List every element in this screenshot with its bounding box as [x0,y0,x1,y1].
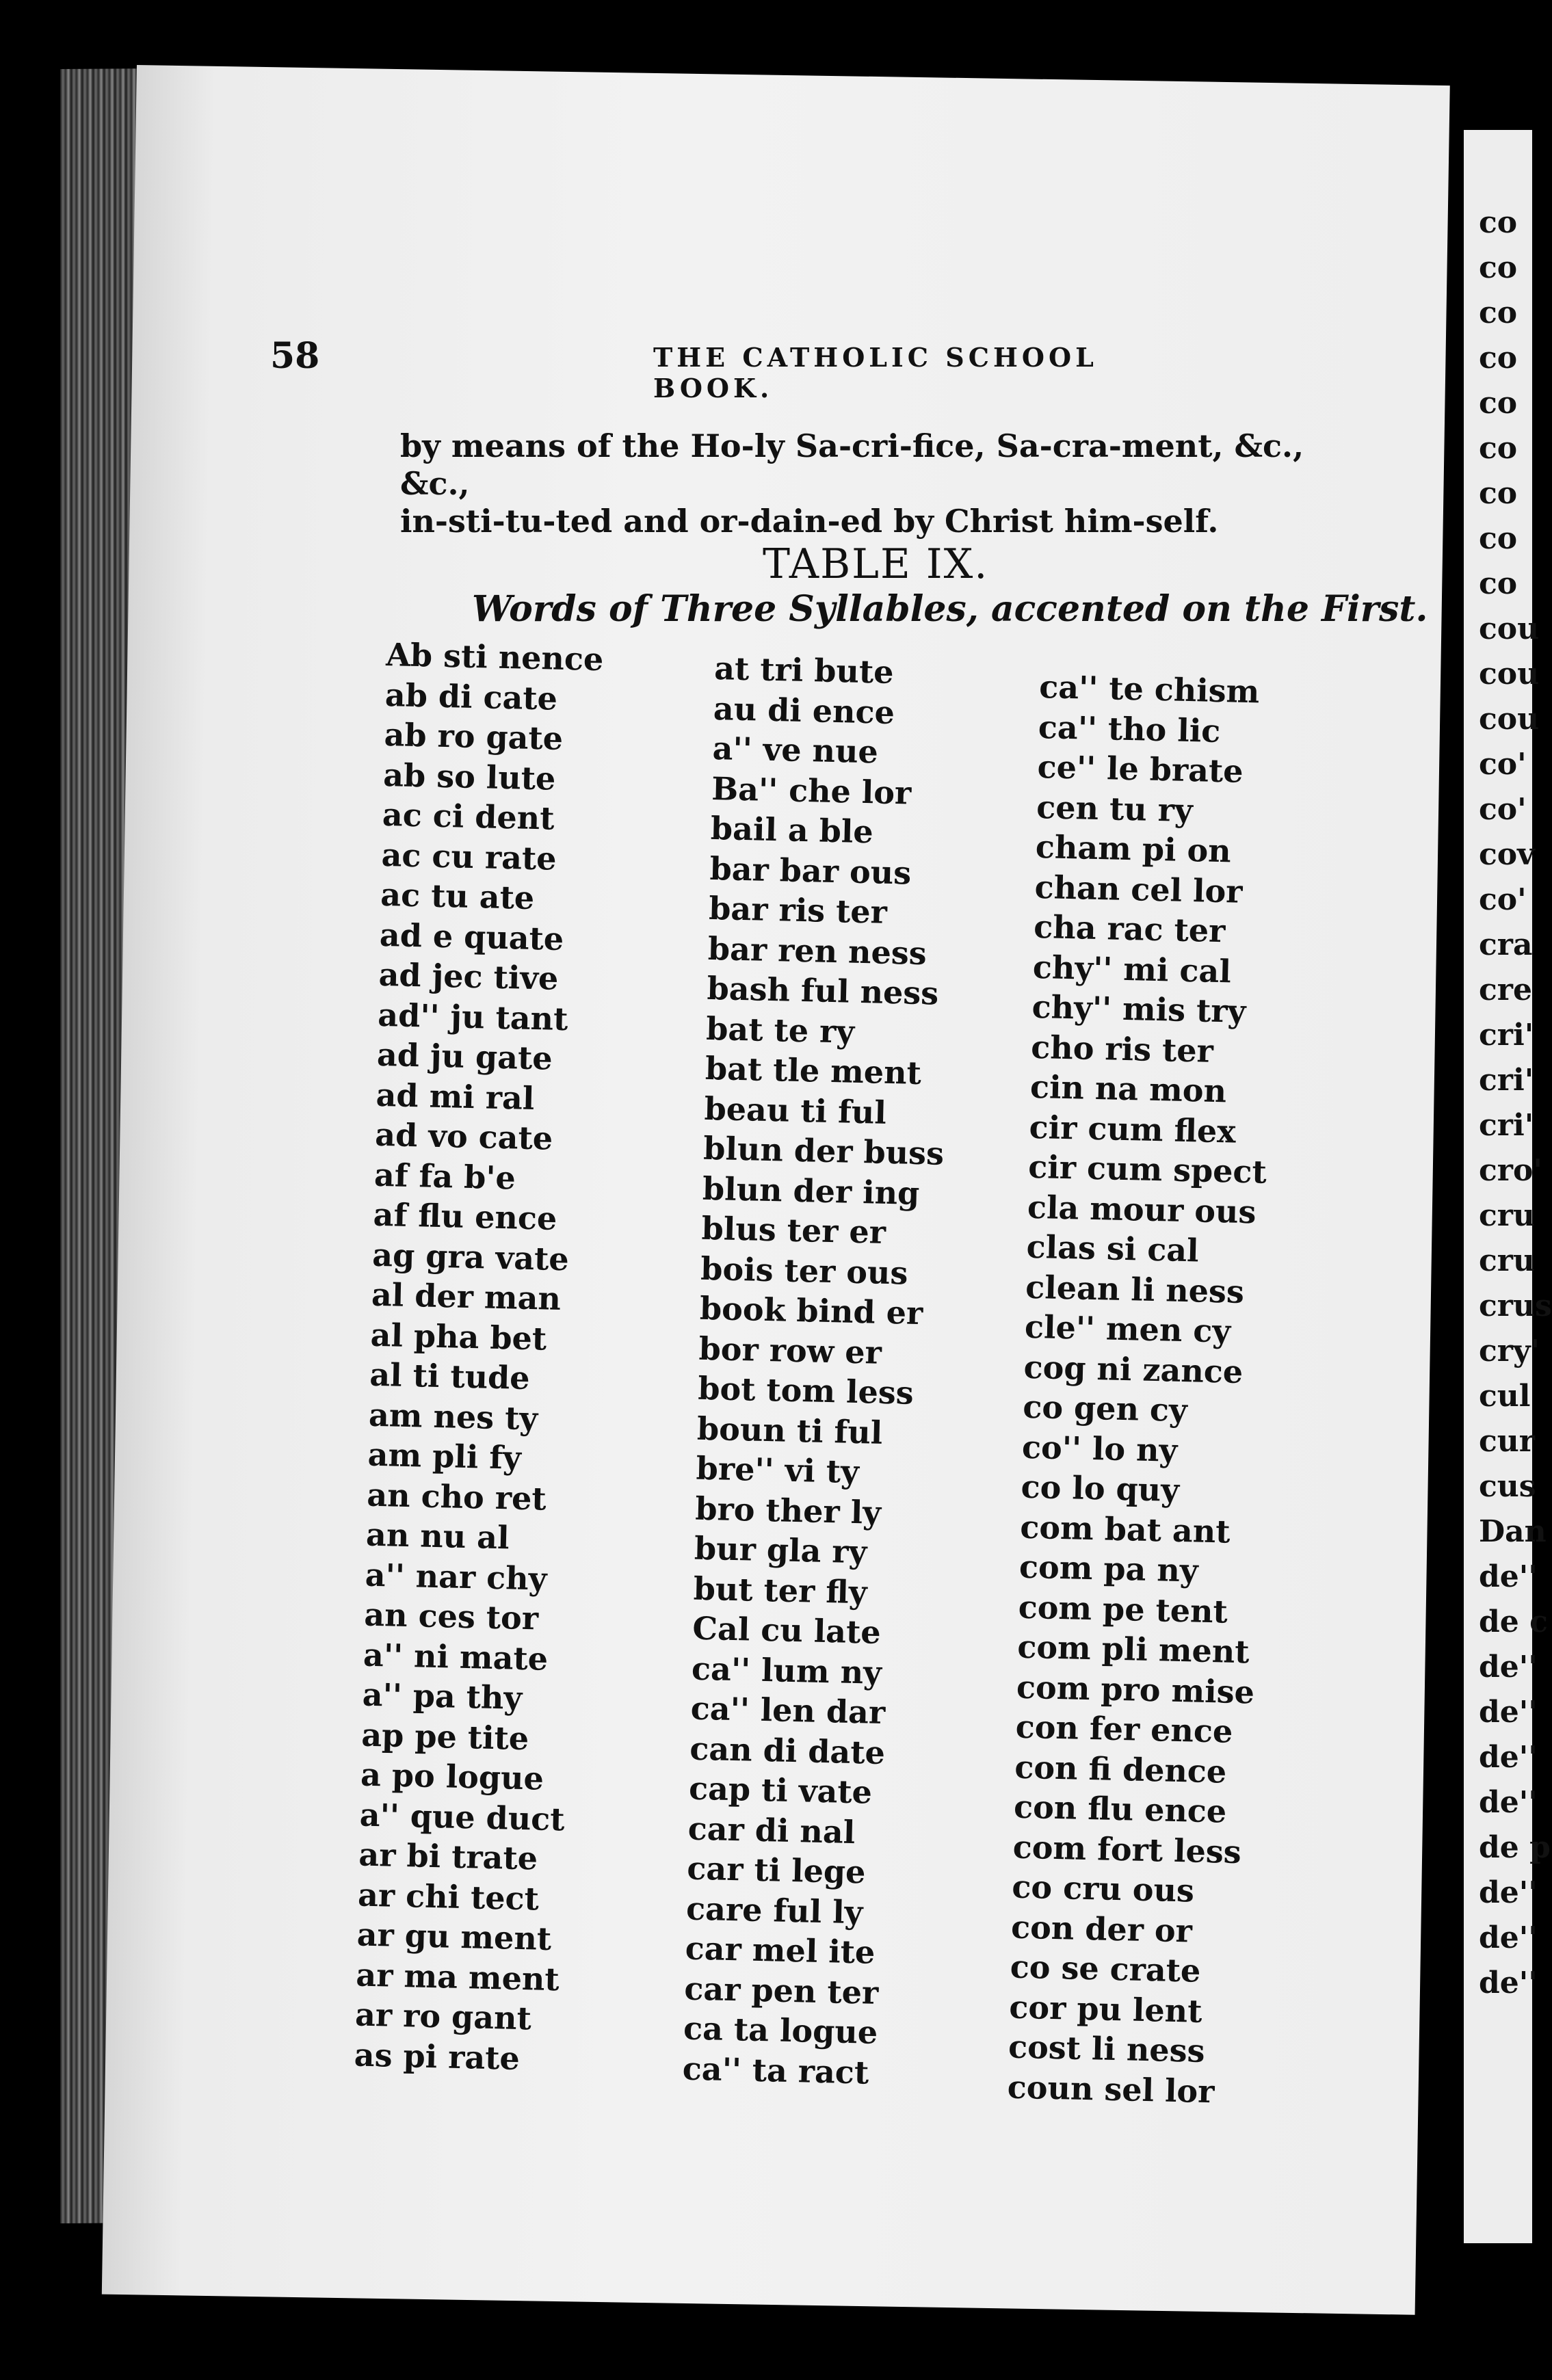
word-entry: af flu ence [373,1195,557,1237]
word-entry: blun der buss [702,1129,945,1172]
word-entry: bar ris ter [708,889,888,931]
intro-line: in-sti-tu-ted and or-dain-ed by Christ him-self. [400,503,1219,540]
facing-page-fragment: co [1479,341,1518,375]
word-entry: blun der ing [702,1169,920,1212]
word-entry: chy'' mis try [1031,988,1246,1030]
word-entry: ab so lute [382,756,556,797]
facing-page-fragment: cra [1479,927,1533,962]
word-entry: co cru ous [1011,1868,1195,1909]
facing-page-fragment: de c [1479,1604,1548,1639]
facing-page-fragment: cre [1479,973,1532,1007]
word-entry: ca'' len dar [690,1689,886,1732]
word-entry: bro ther ly [694,1490,882,1531]
facing-page-fragment: crus [1479,1288,1552,1323]
word-entry: ac cu rate [381,836,557,877]
facing-page-edge [1464,130,1552,2243]
facing-page-fragment: co [1479,521,1518,556]
word-entry: ad vo cate [374,1115,553,1157]
facing-page-fragment: co [1479,295,1518,330]
word-entry: an ces tor [363,1596,539,1637]
word-entry: co gen cy [1022,1388,1188,1429]
word-entry: cha rac ter [1033,908,1226,950]
word-entry: cla mour ous [1027,1188,1257,1230]
word-entry: car mel ite [685,1929,876,1971]
word-entry: coun sel lor [1007,2067,1215,2110]
word-entry: ca'' tho lic [1038,708,1221,750]
word-entry: clean li ness [1025,1268,1245,1310]
word-entry: blus ter er [701,1209,886,1251]
word-entry: ab di cate [384,676,558,717]
facing-page-fragment: cou [1479,657,1540,691]
word-entry: am nes ty [368,1396,538,1437]
word-entry: bat tle ment [705,1049,922,1092]
word-entry: con flu ence [1013,1788,1227,1830]
word-entry: bar bar ous [709,849,912,892]
word-entry: boun ti ful [696,1410,883,1451]
word-entry: cog ni zance [1023,1348,1244,1390]
page-header [270,335,1173,404]
word-entry: bar ren ness [707,929,928,972]
facing-page-fragment: co' [1479,882,1527,917]
word-entry: cir cum spect [1027,1148,1267,1191]
word-entry: chan cel lor [1034,868,1244,910]
facing-page-fragment: cri' [1479,1063,1534,1098]
word-entry: book bind er [699,1289,923,1332]
word-column-2 [682,648,955,2093]
word-entry: al der man [371,1275,562,1318]
word-entry: cle'' men cy [1024,1308,1231,1350]
word-entry: cir cum flex [1029,1108,1237,1150]
word-entry: bat te ry [705,1009,855,1050]
running-title: THE CATHOLIC SCHOOL BOOK. [653,342,1098,404]
facing-page-fragment: cri' [1479,1018,1534,1053]
facing-page-fragment: cry' [1479,1334,1540,1368]
word-entry: co'' lo ny [1021,1428,1178,1469]
word-entry: al ti tude [369,1356,531,1397]
word-entry: ca'' te chism [1038,667,1260,711]
word-entry: bail a ble [710,809,874,851]
table-title: TABLE IX. [763,540,989,588]
word-entry: a'' ni mate [363,1636,549,1678]
facing-page-fragment: co [1479,476,1518,511]
facing-page-fragment: cru [1479,1243,1535,1278]
word-entry: can di date [689,1730,886,1771]
word-entry: ar gu ment [356,1916,552,1957]
word-entry: a'' pa thy [362,1676,523,1717]
word-entry: ca ta logue [683,2009,878,2051]
word-entry: cham pi on [1035,828,1232,870]
word-entry: cin na mon [1029,1068,1227,1110]
word-entry: cost li ness [1008,2028,1206,2070]
word-entry: bash ful ness [707,969,939,1012]
word-entry: ad e quate [379,916,564,957]
word-entry: co se crate [1010,1948,1201,1989]
word-entry: ap pe tite [360,1716,529,1757]
word-entry: ca'' ta ract [682,2049,869,2091]
word-entry: bor row er [698,1330,882,1371]
table-subtitle: Words of Three Syllables, accented on the First. [472,588,1428,630]
word-entry: bot tom less [697,1369,915,1412]
word-entry: ad ju gate [376,1035,553,1077]
facing-page-fragment: cur [1479,1424,1535,1459]
facing-page-fragment: de'' [1479,1875,1538,1910]
word-entry: a'' ve nue [712,729,879,771]
word-entry: af fa b'e [373,1156,516,1196]
word-entry: car ti lege [686,1849,867,1891]
facing-page-fragment: co [1479,431,1518,466]
word-column-3 [1007,667,1278,2112]
word-entry: cap ti vate [688,1769,873,1811]
word-entry: but ter fly [693,1570,868,1611]
word-entry: am pli fy [367,1436,522,1477]
word-entry: ad mi ral [376,1076,535,1117]
word-entry: beau ti ful [704,1089,887,1131]
facing-page-fragment: cov [1479,837,1535,872]
facing-page-fragment: de'' [1479,1695,1538,1730]
word-entry: ca'' lum ny [691,1650,882,1691]
word-entry: com pe tent [1018,1588,1228,1630]
word-entry: ac tu ate [380,875,535,916]
word-entry: con fi dence [1014,1748,1227,1790]
word-entry: com bat ant [1019,1508,1231,1550]
word-entry: ag gra vate [371,1236,570,1278]
word-entry: chy'' mi cal [1032,948,1232,990]
word-entry: cor pu lent [1008,1988,1203,2030]
word-entry: al pha bet [370,1316,547,1358]
facing-page-fragment: co' [1479,792,1527,827]
facing-page-fragment: de'' [1479,1650,1538,1684]
facing-page-fragment: co' [1479,747,1527,782]
intro-paragraph [400,427,1371,540]
facing-page-fragment: cro' [1479,1153,1542,1188]
word-entry: ab ro gate [384,715,564,757]
word-entry: com pa ny [1018,1548,1199,1589]
word-entry: cho ris ter [1030,1028,1214,1070]
word-entry: care ful ly [685,1890,864,1931]
word-entry: con fer ence [1015,1708,1233,1750]
word-entry: an nu al [365,1516,510,1557]
intro-line: by means of the Ho-ly Sa-cri-fice, Sa-cra-ment, &c., &c., [400,427,1304,502]
facing-page-fragment: co [1479,566,1518,601]
word-entry: bois ter ous [700,1250,908,1292]
facing-page-fragment: de'' [1479,1966,1538,2000]
word-entry: as pi rate [354,2035,521,2077]
word-entry: ce'' le brate [1037,748,1244,790]
facing-page-fragment: de'' [1479,1740,1538,1775]
facing-page-fragment: de'' [1479,1920,1538,1955]
word-entry: ar ro gant [354,1996,532,2037]
word-entry: a'' nar chy [365,1556,548,1598]
facing-page-fragment: cou [1479,702,1540,737]
facing-page-fragment: cru [1479,1198,1535,1233]
facing-page-fragment: cou [1479,611,1540,646]
word-entry: an cho ret [366,1476,547,1518]
word-entry: car pen ter [683,1970,879,2011]
word-entry: ad jec tive [378,955,559,997]
word-entry: at tri bute [713,649,895,691]
word-entry: bre'' vi ty [696,1449,860,1491]
word-entry: Ba'' che lor [711,769,912,812]
word-entry: ac ci dent [382,795,555,837]
word-entry: co lo quy [1021,1468,1180,1509]
facing-page-fragment: co [1479,205,1518,240]
word-entry: ar chi tect [357,1876,540,1918]
facing-page-fragment: co [1479,250,1518,285]
word-column-1 [354,635,604,2080]
word-entry: ar bi trate [358,1836,538,1877]
word-entry: clas si cal [1026,1228,1200,1269]
word-entry: a po logue [360,1756,544,1797]
facing-page-fragment: cus [1479,1469,1536,1504]
page-number: 58 [270,335,320,377]
word-entry: bur gla ry [694,1529,867,1571]
word-entry: com fort less [1012,1828,1242,1870]
word-entry: au di ence [713,689,895,731]
facing-page-fragment: de'' [1479,1785,1538,1820]
facing-page-fragment: cul [1479,1379,1531,1414]
facing-page-fragment: de p [1479,1830,1551,1865]
word-entry: Cal cu late [692,1609,882,1651]
facing-page-fragment: co [1479,386,1518,421]
word-entry: ad'' ju tant [377,996,568,1037]
word-entry: com pli ment [1016,1628,1250,1671]
word-entry: a'' que duct [359,1796,566,1838]
facing-page-fragment: de'' [1479,1559,1538,1594]
facing-page-fragment: cri' [1479,1108,1534,1143]
word-entry: com pro mise [1016,1668,1255,1710]
word-entry: car di nal [687,1810,856,1851]
facing-page-fragment: Dan [1479,1514,1547,1549]
word-entry: Ab sti nence [385,635,604,678]
word-entry: cen tu ry [1036,788,1194,829]
word-entry: ar ma ment [355,1956,560,1998]
word-entry: con der or [1010,1908,1193,1950]
